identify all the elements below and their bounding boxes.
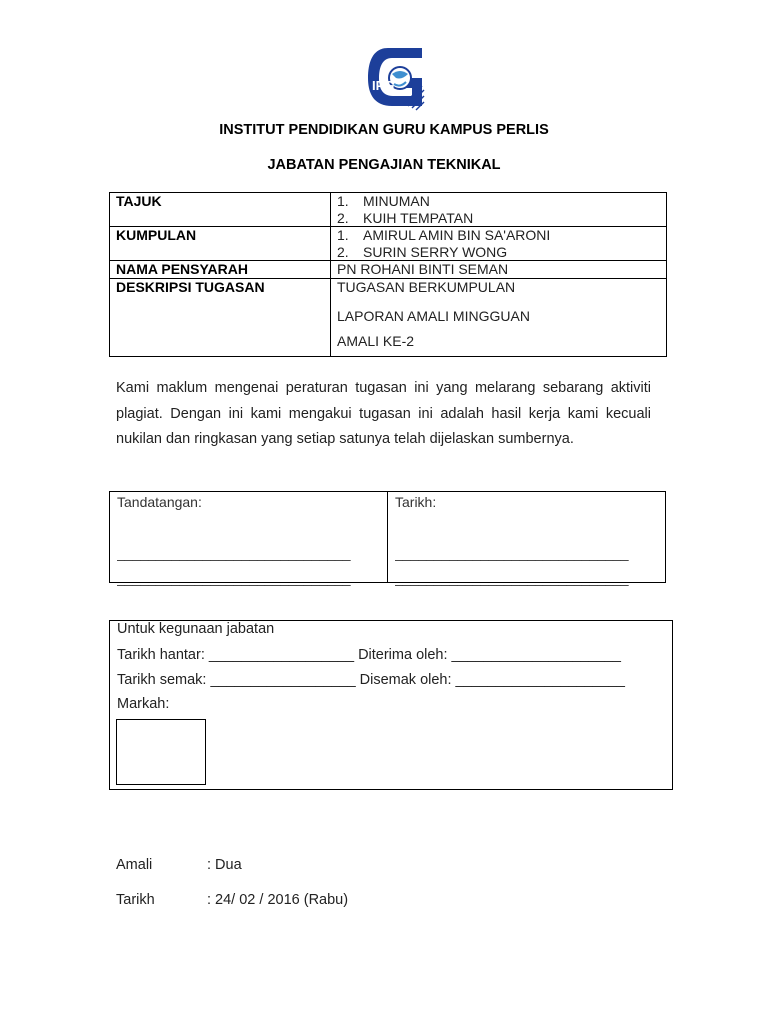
signature-box — [109, 491, 666, 586]
description-line: LAPORAN AMALI MINGGUAN — [337, 307, 530, 324]
row-label-kumpulan: KUMPULAN — [110, 227, 331, 261]
row-label-tajuk: TAJUK — [110, 193, 331, 227]
row-value-kumpulan — [331, 227, 667, 261]
table-row-pensyarah — [110, 261, 667, 279]
ipg-logo — [366, 44, 426, 112]
row-label-pensyarah: NAMA PENSYARAH — [110, 261, 331, 279]
assignment-info-table — [109, 192, 667, 357]
tarikh-label: Tarikh — [116, 892, 155, 908]
mark-label: Markah: — [117, 696, 170, 712]
row-value-deskripsi — [331, 278, 667, 356]
row-value-tajuk — [331, 193, 667, 227]
department-title: JABATAN PENGAJIAN TEKNIKAL — [267, 157, 501, 173]
declaration-paragraph: Kami maklum mengenai peraturan tugasan ini yang melarang sebarang aktiviti plagiat. Dengan ini kami mengakui tugasan ini adalah hasil kerja kami kecuali nukilan dan ringkasan yang setiap satunya telah dijelaskan sumbernya. — [116, 380, 651, 447]
list-item: 2. SURIN SERRY WONG — [337, 243, 508, 260]
signature-label: Tandatangan: — [117, 494, 202, 510]
row-label-deskripsi: DESKRIPSI TUGASAN — [110, 278, 331, 356]
amali-value: : Dua — [207, 857, 242, 873]
date-blank-2[interactable]: ______________________________ — [395, 570, 629, 586]
row-value-pensyarah: PN ROHANI BINTI SEMAN — [331, 261, 667, 279]
table-row-deskripsi — [110, 278, 667, 356]
date-blank-1[interactable]: ______________________________ — [395, 545, 629, 561]
tarikh-value: : 24/ 02 / 2016 (Rabu) — [207, 892, 349, 908]
submission-date-line[interactable]: Tarikh hantar: __________________ Diterima oleh: _____________________ — [117, 647, 621, 663]
department-use-title: Untuk kegunaan jabatan — [117, 621, 275, 637]
list-item: 2. KUIH TEMPATAN — [337, 209, 474, 226]
svg-text:IPG: IPG — [372, 78, 395, 93]
signature-blank-1[interactable]: ______________________________ — [117, 545, 351, 561]
amali-label: Amali — [116, 857, 153, 873]
signature-blank-2[interactable]: ______________________________ — [117, 570, 351, 586]
description-line: TUGASAN BERKUMPULAN — [337, 278, 516, 295]
list-item: 1. MINUMAN — [337, 193, 430, 209]
institute-title: INSTITUT PENDIDIKAN GURU KAMPUS PERLIS — [219, 122, 549, 138]
list-item: 1. AMIRUL AMIN BIN SA'ARONI — [337, 227, 551, 243]
signature-divider — [387, 492, 388, 582]
date-label: Tarikh: — [395, 494, 437, 510]
checked-date-line[interactable]: Tarikh semak: __________________ Disemak oleh: _____________________ — [117, 672, 625, 688]
table-row-kumpulan — [110, 227, 667, 261]
table-row-tajuk — [110, 193, 667, 227]
mark-input-box[interactable] — [116, 719, 206, 785]
description-line: AMALI KE-2 — [337, 332, 415, 349]
